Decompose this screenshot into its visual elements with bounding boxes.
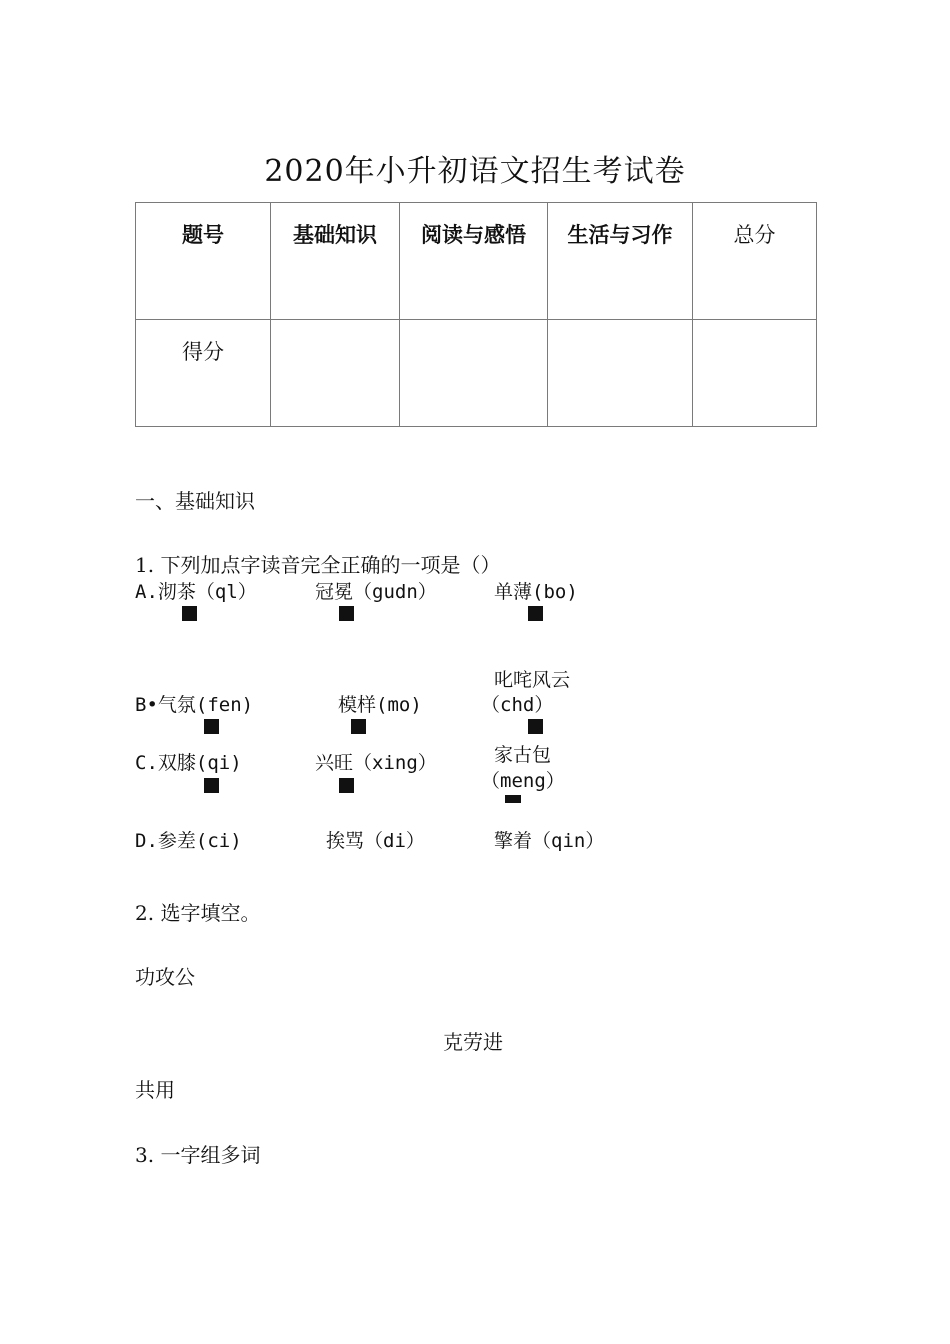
score-cell-total[interactable] [693,320,817,427]
option-a-item-1: A.沏茶（ql） [135,581,257,603]
score-table-header-row [136,203,817,320]
char-group-2: 克劳进 [443,1030,503,1054]
option-d-item-1: D.参差(ci) [135,830,242,852]
question-1-stem: 1. 下列加点字读音完全正确的一项是（） [135,553,501,577]
score-cell-writing[interactable] [548,320,693,427]
option-b-item-1: B•气氛(fen) [135,694,254,716]
question-2-stem: 2. 选字填空。 [135,901,261,925]
emphasis-dot [528,719,543,734]
option-a-item-2: 冠冕（gudn） [315,581,437,603]
page-title: 2020年小升初语文招生考试卷 [264,154,686,189]
emphasis-dot [351,719,366,734]
emphasis-dot [505,795,521,803]
emphasis-dot [204,778,219,793]
header-writing: 生活与习作 [548,203,693,320]
question-3-stem: 3. 一字组多词 [135,1143,261,1167]
emphasis-dot [339,778,354,793]
header-question-number: 题号 [136,203,271,320]
option-b-item-2: 模样(mo) [338,694,422,716]
option-d-item-3: 擎着（qin） [494,830,605,852]
row-label-score: 得分 [136,320,271,427]
section-heading: 一、基础知识 [135,489,255,513]
emphasis-dot [182,606,197,621]
header-total: 总分 [693,203,817,320]
option-c-item-3-pinyin: （meng） [481,770,565,792]
score-cell-basic[interactable] [271,320,400,427]
option-b-item-3-pinyin: （chd） [481,694,554,716]
emphasis-dot [204,719,219,734]
emphasis-dot [339,606,354,621]
char-group-3: 共用 [135,1078,175,1102]
option-c-item-1: C.双膝(qi) [135,752,242,774]
char-group-1: 功攻公 [135,965,195,989]
option-b-item-3: 叱咤风云 [494,669,571,691]
option-a-item-3: 单薄(bo) [494,581,578,603]
header-basic-knowledge: 基础知识 [271,203,400,320]
score-cell-reading[interactable] [400,320,548,427]
option-c-item-3: 家古包 [494,744,552,766]
option-d-item-2: 挨骂（di） [326,830,425,852]
score-table-score-row [136,320,817,427]
emphasis-dot [528,606,543,621]
header-reading: 阅读与感悟 [400,203,548,320]
option-c-item-2: 兴旺（xing） [315,752,437,774]
score-table [135,202,817,427]
